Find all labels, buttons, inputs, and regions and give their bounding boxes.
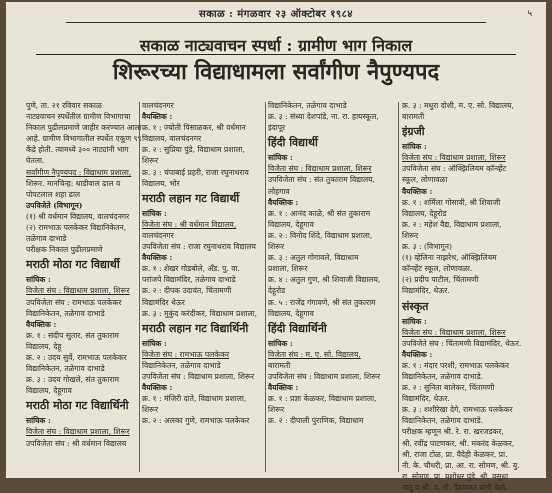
text-line: क्र. १ : शेखर गोडबोले, अँड. पु. वा. [142, 264, 240, 274]
text-line: (२) रामभाऊ पलकेकर विद्यानिकेतन, [26, 223, 127, 233]
text-line: क्र. ३ : (विभागून) [402, 242, 452, 252]
text-line: वैयक्तिक : [142, 253, 173, 263]
text-line: विद्यालय, देहूगाव [268, 308, 314, 318]
text-line: वैयक्तिक : [268, 197, 299, 207]
text-line: विजेता संघ : विद्याधाम प्रशाला, शिरूर [402, 153, 506, 163]
section-heading: संस्कृत [402, 299, 429, 313]
text-line: क्र. १ : मंजिरी दाते, विद्याधाम प्रशाला, [142, 394, 247, 404]
text-line: विजेता संघ : म. ए. सो. विद्यालय, [268, 349, 361, 359]
text-line: श्री. राजा टोळ, प्रा. वैदेही केळकर, प्रा. [402, 449, 508, 459]
text-line: शिरूर [268, 242, 285, 252]
text-line: सांघिक : [268, 153, 293, 163]
text-line: नातू व श्री. द. गो. पैठणकर यांनी केले. [402, 482, 508, 492]
text-line: कॉन्व्हेंट स्कूल, लोणावळा. [402, 264, 473, 274]
text-line: क्र. ३ : मधुरा दोशी, म. ए. सो. विद्यालय, [402, 101, 514, 110]
text-line: तळेगाव दाभाडे [26, 234, 67, 244]
text-line: रा. सोमण, प्रा. यशोधर पुंडे, श्री. वसुधा [402, 471, 509, 481]
text-line: सांघिक : [142, 338, 167, 348]
text-line: विद्यालय, वालचंदनगर [142, 134, 202, 144]
section-heading: मराठी लहान गट विद्यार्थी [142, 191, 240, 205]
text-line: क्र. ३ : अतुल गोगावले, विद्याधाम [268, 253, 359, 263]
text-line: विद्यानिकेतन, तळेगाव दाभाडे [142, 360, 221, 370]
masthead: सकाळ : मंगळवार २३ ऑक्टोबर १९८४ [199, 9, 353, 20]
text-line: क्र. २ : उदय सुर्वे, रामभाऊ पलकेकर [26, 352, 127, 362]
text-line: आहे. ग्रामीण विभागातील स्पर्धेत एकूण ९९ [26, 134, 142, 144]
text-line: विद्यालय, देहूरोड [402, 208, 447, 218]
article-column-1 [26, 100, 142, 449]
headline: शिरूरच्या विद्याधामला सर्वांगीण नैपुण्यपद [112, 59, 440, 85]
text-line: विद्यानिकेतन, तळेगाव दाभाडे [268, 101, 347, 110]
text-line: शिरूर [142, 156, 159, 166]
text-line: विद्यामंदिर, थेऊर. [402, 286, 450, 296]
text-line: क्र. १ : आनंद काळे, श्री संत तुकाराम [268, 208, 371, 218]
section-heading: इंग्रजी [402, 125, 425, 139]
text-line: निकाल पुढीलप्रमाणे जाहीर करण्यात आला [26, 123, 142, 133]
text-line: (१) श्री वर्धमान विद्यालय, वालचंदनगर [26, 211, 130, 221]
text-line: क्र. ३ : उदय गोखले, संत तुकाराम [26, 375, 120, 385]
text-line: वालचंदनगर [142, 101, 174, 110]
text-line: क्र. ३ : चंपाबाई प्रहरी, राजा रघुनाथराव [142, 167, 249, 177]
text-line: क्र. १ : प्रज्ञा केळकर, विद्याधाम प्रशाला, [268, 394, 377, 404]
text-line: नी. के. चौधरी, प्रा. आ. रा. सोमण, श्री. यु. [402, 460, 520, 470]
text-line: वैयक्तिक : [142, 112, 173, 122]
section-heading: मराठी मोठा गट विद्यार्थिनी [26, 399, 129, 413]
text-line: वैयक्तिक : [402, 349, 433, 359]
text-line: इंदापूर [268, 123, 286, 133]
text-line: सांघिक : [268, 338, 293, 348]
page-number: ५ [527, 9, 532, 19]
column-rule [139, 102, 140, 472]
text-line: क्र. ५ : राजेंद्र गंगावणे, श्री संत तुकाराम [268, 297, 376, 307]
text-line: विजेता संघ : विद्याधाम प्रशाला, शिरूर [26, 286, 130, 296]
text-line: सर्वांगीण नैपुण्यपद : विद्याधाम प्रशाला, [26, 167, 132, 177]
text-line: उपविजेता संघ : राजा रघुनाथराव विद्यालय [142, 242, 256, 252]
text-line: क्र. २ : दीपक उदावंत, चिंतामणी [142, 286, 232, 296]
text-line: पुणे, ता. २१ रविवार सकाळ [26, 101, 102, 110]
text-line: परीक्षक निकाल पुढीलप्रमाणे [26, 245, 103, 255]
section-heading: मराठी लहान गट विद्यार्थिनी [142, 321, 249, 335]
text-line: वालचंदनगर [142, 230, 174, 240]
text-line: क्र. ४ : अतुल गुण, श्री शिवाजी विद्यालय, [268, 275, 381, 285]
newspaper-clipping [6, 2, 546, 492]
text-line: उपविजेता संघ : विद्याधाम प्रशाला, शिरूर [268, 371, 381, 381]
text-line: शिरूर [268, 405, 285, 415]
text-line: सांघिक : [402, 316, 427, 326]
text-line: देहूरोड [268, 286, 286, 296]
text-line: विद्यानिकेतन, तळेगाव दाभाडे [26, 364, 105, 374]
text-line: विद्यानिकेतन, तळेगाव दाभाडे. [402, 371, 484, 381]
text-line: वैयक्तिक : [26, 319, 57, 329]
text-line: विजेता संघ : श्री वर्धमान विद्यालय, [142, 219, 237, 229]
text-line: विद्यालय, देहू [26, 341, 62, 351]
kicker-heading: सकाळ नाट्यवाचन स्पर्धा : ग्रामीण भाग निकाल [139, 36, 413, 55]
text-line: बारामती [402, 112, 425, 122]
text-line: क्र. २ : सुनिता बालेकर, चिंतामणी [402, 383, 495, 393]
article-column-4 [402, 100, 540, 493]
text-line: सांघिक : [26, 275, 51, 285]
text-line: विजेता संघ : विद्याधाम प्रशाला, शिरूर [268, 164, 372, 174]
text-line: वैयक्तिक : [402, 186, 433, 196]
text-line: क्र. १ : ज्योती पिसाळकर, श्री वर्धमान [142, 123, 246, 133]
column-rule [265, 102, 266, 472]
text-line: क्र. ३ : शशीरेखा देगे, रामभाऊ पलकेकर [402, 405, 513, 415]
text-line: नाट्यवाचन स्पर्धेतील ग्रामीण विभागाचा [26, 112, 131, 122]
text-line: उपविजेते संघ : चिंतामणी विद्यामंदिर, थेऊर. [402, 338, 522, 348]
text-line: क्र. २ : महेश वैद्य, विद्याधाम प्रशाला, [402, 219, 502, 229]
text-line: पोपटलाल शहा ढाल [26, 189, 81, 199]
text-line: विद्यामंदिर थेऊर [142, 297, 185, 307]
text-line: सांघिक : [26, 416, 51, 426]
text-line: वैयक्तिक : [142, 383, 173, 393]
text-line: बारामती [268, 360, 291, 370]
text-line: क्र. ३ : मुकुंद करंदीकर, विद्याधाम प्रशाला, [142, 308, 258, 318]
text-line: परांजपे विद्यामंदिर, तळेगाव दाभाडे [142, 275, 236, 285]
text-line: लोहगाव [268, 186, 290, 196]
text-line: विद्यामंदिर, थेऊर. [402, 394, 450, 404]
text-line: क्र. १ : मंदार परशी, रामभाऊ पलकेकर [402, 360, 509, 370]
text-line: शिरूर. मानचिन्ह: धाडीवाल ढाल व [26, 178, 121, 188]
text-line: उपविजेता संघ : संत तुकाराम विद्यालय, [268, 175, 375, 185]
text-line: शिरूर [402, 230, 419, 240]
text-line: विद्यानिकेतन, तळेगाव दाभाडे. [402, 416, 484, 426]
text-line: क्र. २ : अलका गुणे, रामभाऊ पलकेकर [142, 416, 250, 426]
text-line: क्र. १ : शर्मिला गोसावी, श्री शिवाजी [402, 197, 501, 207]
text-line: वैयक्तिक : [268, 383, 299, 393]
text-line: विद्यालय, देहूगाव [268, 219, 314, 229]
text-line: उपविजेता संघ : ऑक्झिलियम कॉन्व्हेंट [402, 164, 507, 174]
text-line: उपविजेता संघ : विद्याधाम प्रशाला, शिरूर [142, 371, 255, 381]
masthead-rule [66, 22, 486, 23]
text-line: क्र. २ : दीपाली पुराणिक, विद्याधाम [268, 416, 364, 426]
text-line: क्र. ३ : संध्या देशपांडे, ना. रा. हायस्कूल, [268, 112, 379, 122]
text-line: शिरूर [142, 405, 159, 415]
text-line: घेतला. [26, 156, 45, 166]
text-line: उपविजेता संघ : रामभाऊ पलकेकर [26, 297, 122, 307]
article-column-3 [268, 100, 396, 426]
text-line: उपविजेते (विभागून) [26, 200, 83, 210]
text-line: सांघिक : [142, 208, 167, 218]
column-rule [398, 102, 399, 472]
text-line: प्रशाला, शिरूर [268, 264, 308, 274]
text-line: श्री. रवींद्र पाटणकर, श्री. मकरंद केळकर, [402, 438, 515, 448]
text-line: विद्यालय, देहूगाव [26, 386, 72, 396]
text-line: विद्यालय, भोर [142, 178, 180, 188]
text-line: उपविजेता संघ : श्री वर्धमान विद्यालय [26, 438, 127, 448]
section-heading: मराठी मोठा गट विद्यार्थी [26, 258, 120, 272]
text-line: (१) व्हेलिना नाझरेथ, ऑक्झिलियम [402, 253, 497, 263]
text-line: क्र. १ : संदीप सुतार, संत तुकाराम [26, 330, 119, 340]
text-line: स्कूल, लोणावळा [402, 175, 448, 185]
text-line: विजेता संघ : रामभाऊ पलकेकर [142, 349, 230, 359]
text-line: सांघिक : [402, 142, 427, 152]
text-line: केंद्रे होती. त्यामध्ये ३०० नाट्यांनी भाग [26, 145, 129, 155]
section-heading: हिंदी विद्यार्थिनी [268, 321, 327, 335]
text-line: (२) प्रदीप पाटील, चिंतामणी [402, 275, 479, 285]
section-heading: हिंदी विद्यार्थी [268, 136, 318, 150]
text-line: विद्यानिकेतन, तळेगाव दाभाडे [26, 308, 105, 318]
text-line: क्र. २ : सुप्रिया पुंडे, विद्याधाम प्रशाला, [142, 145, 245, 155]
text-line: क्र. २ : विनोद शिंदे, विद्याधाम प्रशाला, [268, 230, 373, 240]
kicker-rule [36, 54, 516, 55]
text-line: विजेता संघ : विद्याधाम प्रशाला, शिरूर [402, 327, 506, 337]
text-line: परीक्षक म्हणून श्री. रे. रा. खरजडकर, [402, 427, 504, 437]
text-line: विजेता संघ : विद्याधाम प्रशाला, शिरूर [26, 427, 130, 437]
article-column-2 [142, 100, 264, 426]
